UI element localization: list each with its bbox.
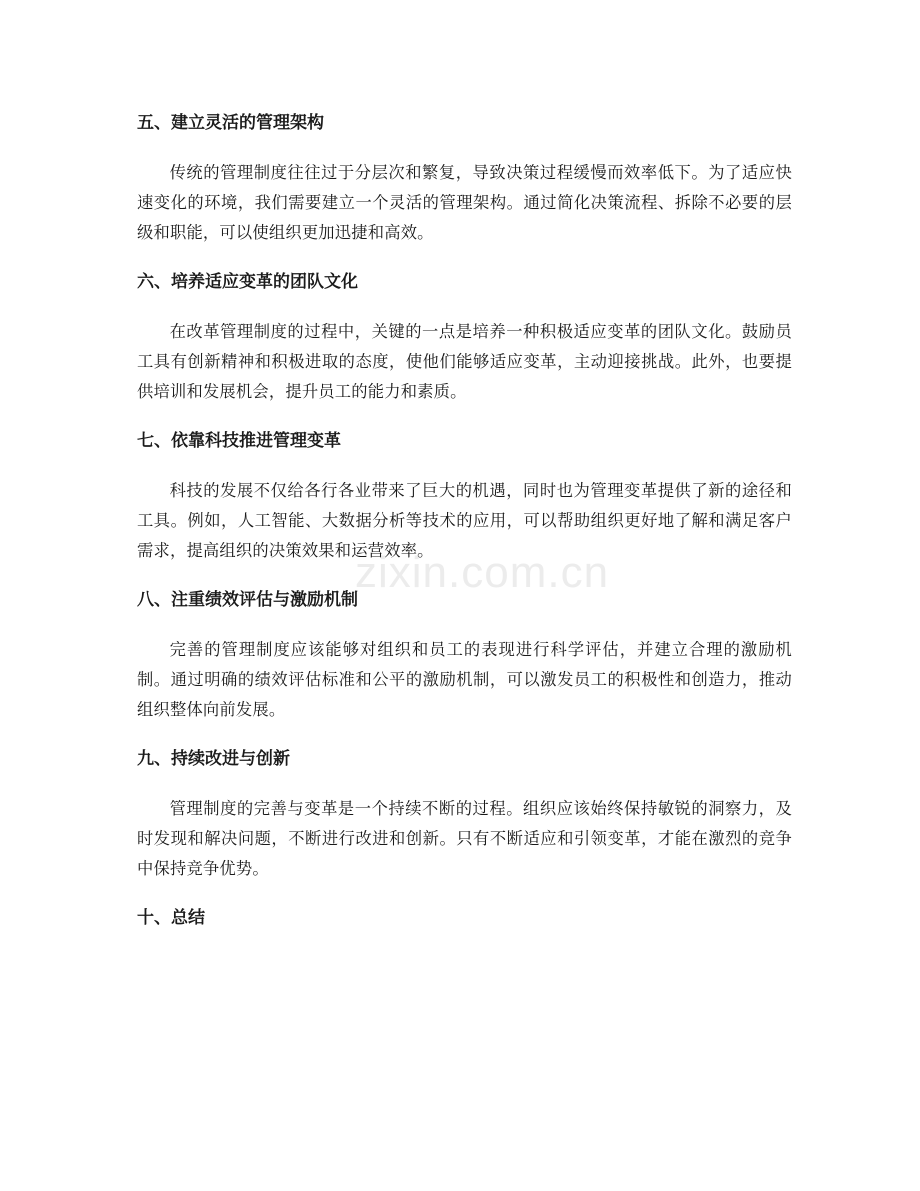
section-9 [137,744,792,884]
section-5 [137,108,792,248]
section-paragraph: 科技的发展不仅给各行各业带来了巨大的机遇，同时也为管理变革提供了新的途径和工具。例如，人工智能、大数据分析等技术的应用，可以帮助组织更好地了解和满足客户需求，提高组织的决策效果和运营效率。 [137,481,792,560]
section-6 [137,267,792,407]
section-heading: 十、总结 [137,908,205,928]
section-paragraph: 传统的管理制度往往过于分层次和繁复，导致决策过程缓慢而效率低下。为了适应快速变化的环境，我们需要建立一个灵活的管理架构。通过简化决策流程、拆除不必要的层级和职能，可以使组织更加迅捷和高效。 [137,163,792,242]
section-heading: 五、建立灵活的管理架构 [137,113,324,133]
section-heading: 六、培养适应变革的团队文化 [137,272,358,292]
section-paragraph: 完善的管理制度应该能够对组织和员工的表现进行科学评估，并建立合理的激励机制。通过明确的绩效评估标准和公平的激励机制，可以激发员工的积极性和创造力，推动组织整体向前发展。 [137,640,792,719]
section-10 [137,903,792,933]
document-body [137,108,792,953]
section-8 [137,585,792,725]
section-paragraph: 在改革管理制度的过程中，关键的一点是培养一种积极适应变革的团队文化。鼓励员工具有创新精神和积极进取的态度，使他们能够适应变革，主动迎接挑战。此外，也要提供培训和发展机会，提升员工的能力和素质。 [137,322,792,401]
section-7 [137,426,792,566]
section-heading: 九、持续改进与创新 [137,749,290,769]
section-heading: 七、依靠科技推进管理变革 [137,431,341,451]
section-paragraph: 管理制度的完善与变革是一个持续不断的过程。组织应该始终保持敏锐的洞察力，及时发现和解决问题，不断进行改进和创新。只有不断适应和引领变革，才能在激烈的竞争中保持竞争优势。 [137,799,792,878]
section-heading: 八、注重绩效评估与激励机制 [137,590,358,610]
watermark: zixin.com.cn [355,548,610,597]
